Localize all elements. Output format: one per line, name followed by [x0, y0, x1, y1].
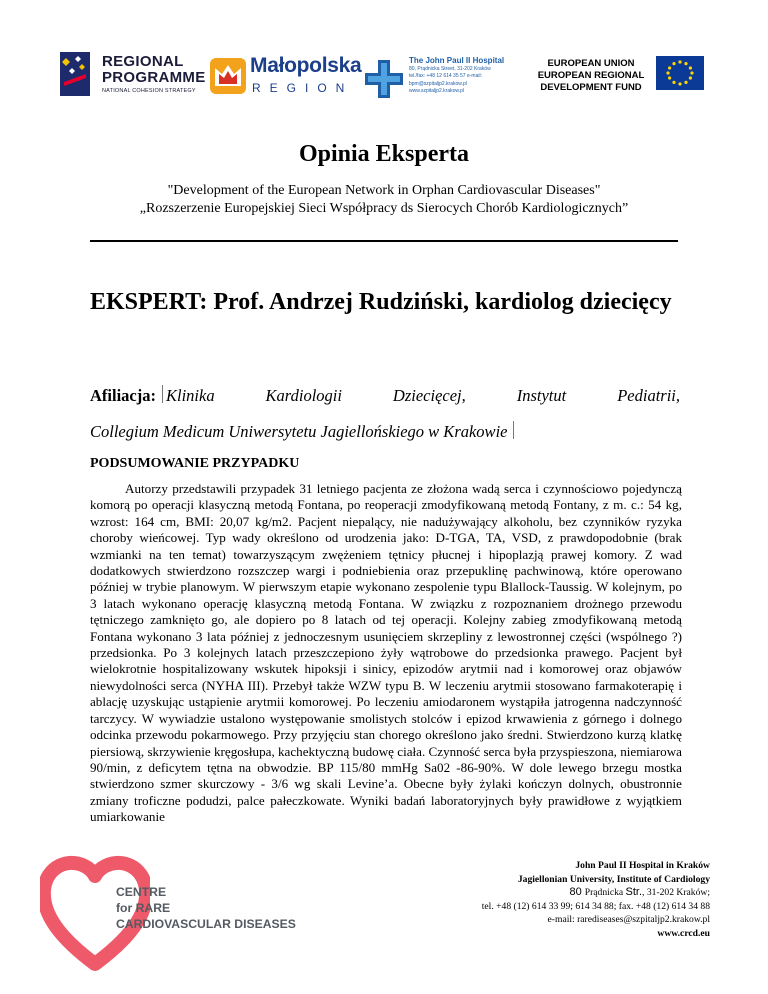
affiliation-block — [90, 378, 680, 450]
malopolska-logo — [210, 52, 362, 102]
affiliation-word-5: Pediatrii, — [617, 386, 680, 405]
eu-line-2: EUROPEAN REGIONAL — [537, 70, 645, 81]
centre-rare-diseases-logo — [40, 852, 300, 972]
hospital-line-4: www.szpitaljp2.krakow.pl — [409, 87, 465, 94]
cohesion-label: NATIONAL COHESION STRATEGY — [102, 88, 196, 94]
hospital-line-3: bpm@szpitaljp2.krakow.pl — [409, 80, 467, 87]
centre-line-1: CENTRE — [116, 885, 167, 899]
centre-line-3: CARDIOVASCULAR DISEASES — [116, 917, 296, 931]
malopolska-name: Małopolska — [250, 54, 362, 77]
hospital-cross-icon — [365, 60, 403, 98]
affiliation-word-1: Klinika — [165, 386, 215, 405]
case-summary-paragraph: Autorzy przedstawili przypadek 31 letniego pacjenta ze złożona wadą serca i czynnościowo pojedynczą komorą po operacji klasyczną metodą Fontana, po reoperacji zmodyfikowaną metodą Fontany, z m. c.: 54 kg, wzrost: 164 cm, BMI: 20,07 kg/m2. Pacjent niepalący, nie nadużywający alkoholu, bez czynników ryzyka choroby wieńcowej. Typ wady określono od urodzenia jako: D-TGA, TA, VSD, z prawdopodobnie (brak wzmianki na ten temat) towarzyszącym zwężeniem tętnicy płucnej i hipoplazją prawej komory. Z wad dodatkowych stwierdzono rozszczep wargi i podniebienia oraz przepuklinę pachwinową, które operowano później w trybie planowym. W pierwszym etapie wykonano zespolenie typu Blallock-Taussig. W kolejnym, po 3 latach wykonano operację klasyczną metodą Fontana. W związku z rozpoznaniem drożnego przewodu tętniczego zamknięto go, ale dopiero po 8 latach od tej operacji. Kolejny zabieg zmodyfikowaną metodą Fontana wykonano 3 lata później z jednoczesnym usunięciem skrzepliny z lewostronnej części (wspólnego ?) przedsionka. Po 3 kolejnych latach przeszczepiono żyły wątrobowe do przedsionka prawego. Pacjent był wielokrotnie hospitalizowany wskutek hipoksji i sinicy, epizodów arytmii nad i komorowej oraz objawów niewydolności serca (NYHA III). Przebył także WZW typu B. W leczeniu arytmii stosowano farmakoterapię i ablację uzyskując ustąpienie arytmii komorowej. Po leczeniu amiodaronem wystąpiła jatrogenna nadczynność tarczycy. W wywiadzie ustalono występowanie smolistych stolców i epizod krwawienia z górnego i dolnego odcinka przewodu pokarmowego. Przy przyjęciu stan chorego określono jako średni. Stwierdzono kurzą klatkę piersiową, skrzywienie kręgosłupa, kachektyczną budowę ciała. Czynność serca była przyspieszona, niemiarowa 90/min, z deficytem tętna na obwodzie. BP 115/80 mmHg Sa02 -86-90%. W dole lewego brzegu mostka stwierdzono szmer skurczowy - 3/6 wg skali Levine’a. Obecne były żylaki kończyn dolnych, obustronnie zmiany troficzne podudzi, palce pałeczkowate. Wyniki badań laboratoryjnych były prawidłowe z wyjątkiem umiarkowanie — [90, 481, 682, 825]
text-cursor-marker — [162, 385, 163, 403]
affiliation-label: Afiliacja: — [90, 386, 156, 405]
case-summary-body — [90, 481, 682, 826]
section-heading: PODSUMOWANIE PRZYPADKU — [90, 456, 300, 471]
affiliation-word-4: Instytut — [516, 386, 567, 405]
footer-university: Jagiellonian University, Institute of Cardiology — [517, 873, 710, 885]
eu-logo — [532, 56, 702, 102]
footer-website: www.crcd.eu — [657, 927, 710, 939]
subtitle-english: "Development of the European Network in Orphan Cardiovascular Diseases" — [167, 183, 601, 198]
malopolska-crown-icon — [210, 58, 246, 94]
eu-line-1: EUROPEAN UNION — [547, 58, 635, 69]
footer-phone: tel. +48 (12) 614 33 99; 614 34 88; fax. +48 (12) 614 34 88 — [481, 900, 710, 912]
affiliation-word-2: Kardiologii — [265, 386, 342, 405]
regional-programme-logo — [60, 50, 210, 105]
hospital-logo — [365, 56, 535, 108]
footer-hospital: John Paul II Hospital in Kraków — [575, 860, 710, 871]
title-divider — [90, 240, 678, 242]
document-title: Opinia Eksperta — [298, 141, 470, 167]
footer-street: 80 Prądnicka Str., 31-202 Kraków; — [569, 886, 710, 898]
programme-label: PROGRAMME — [102, 69, 206, 86]
centre-line-2: for RARE — [116, 901, 171, 915]
footer-email: e-mail: rarediseases@szpitaljp2.krakow.pl — [547, 914, 710, 925]
hospital-name: The John Paul II Hospital — [409, 56, 505, 65]
hospital-line-1: 80, Prądnicka Street, 31-202 Kraków — [409, 66, 491, 72]
affiliation-word-3: Dziecięcej, — [392, 386, 466, 405]
regional-label: REGIONAL — [102, 53, 184, 70]
subtitle-polish: „Rozszerzenie Europejskiej Sieci Współpracy ds Sierocych Chorób Kardiologicznych” — [139, 201, 629, 216]
regional-programme-emblem-icon — [60, 52, 98, 98]
text-cursor-marker-end — [513, 421, 514, 439]
eu-line-3: DEVELOPMENT FUND — [540, 82, 642, 93]
eu-flag-icon — [656, 56, 704, 90]
affiliation-line-2: Collegium Medicum Uniwersytetu Jagiellońskiego w Krakowie — [90, 422, 508, 441]
footer-address — [400, 859, 710, 940]
expert-heading: EKSPERT: Prof. Andrzej Rudziński, kardiolog dziecięcy — [90, 289, 672, 315]
hospital-line-2: tel./fax: +48 12 614 35 57 e-mail: — [409, 73, 482, 80]
malopolska-region: REGION — [252, 81, 354, 95]
